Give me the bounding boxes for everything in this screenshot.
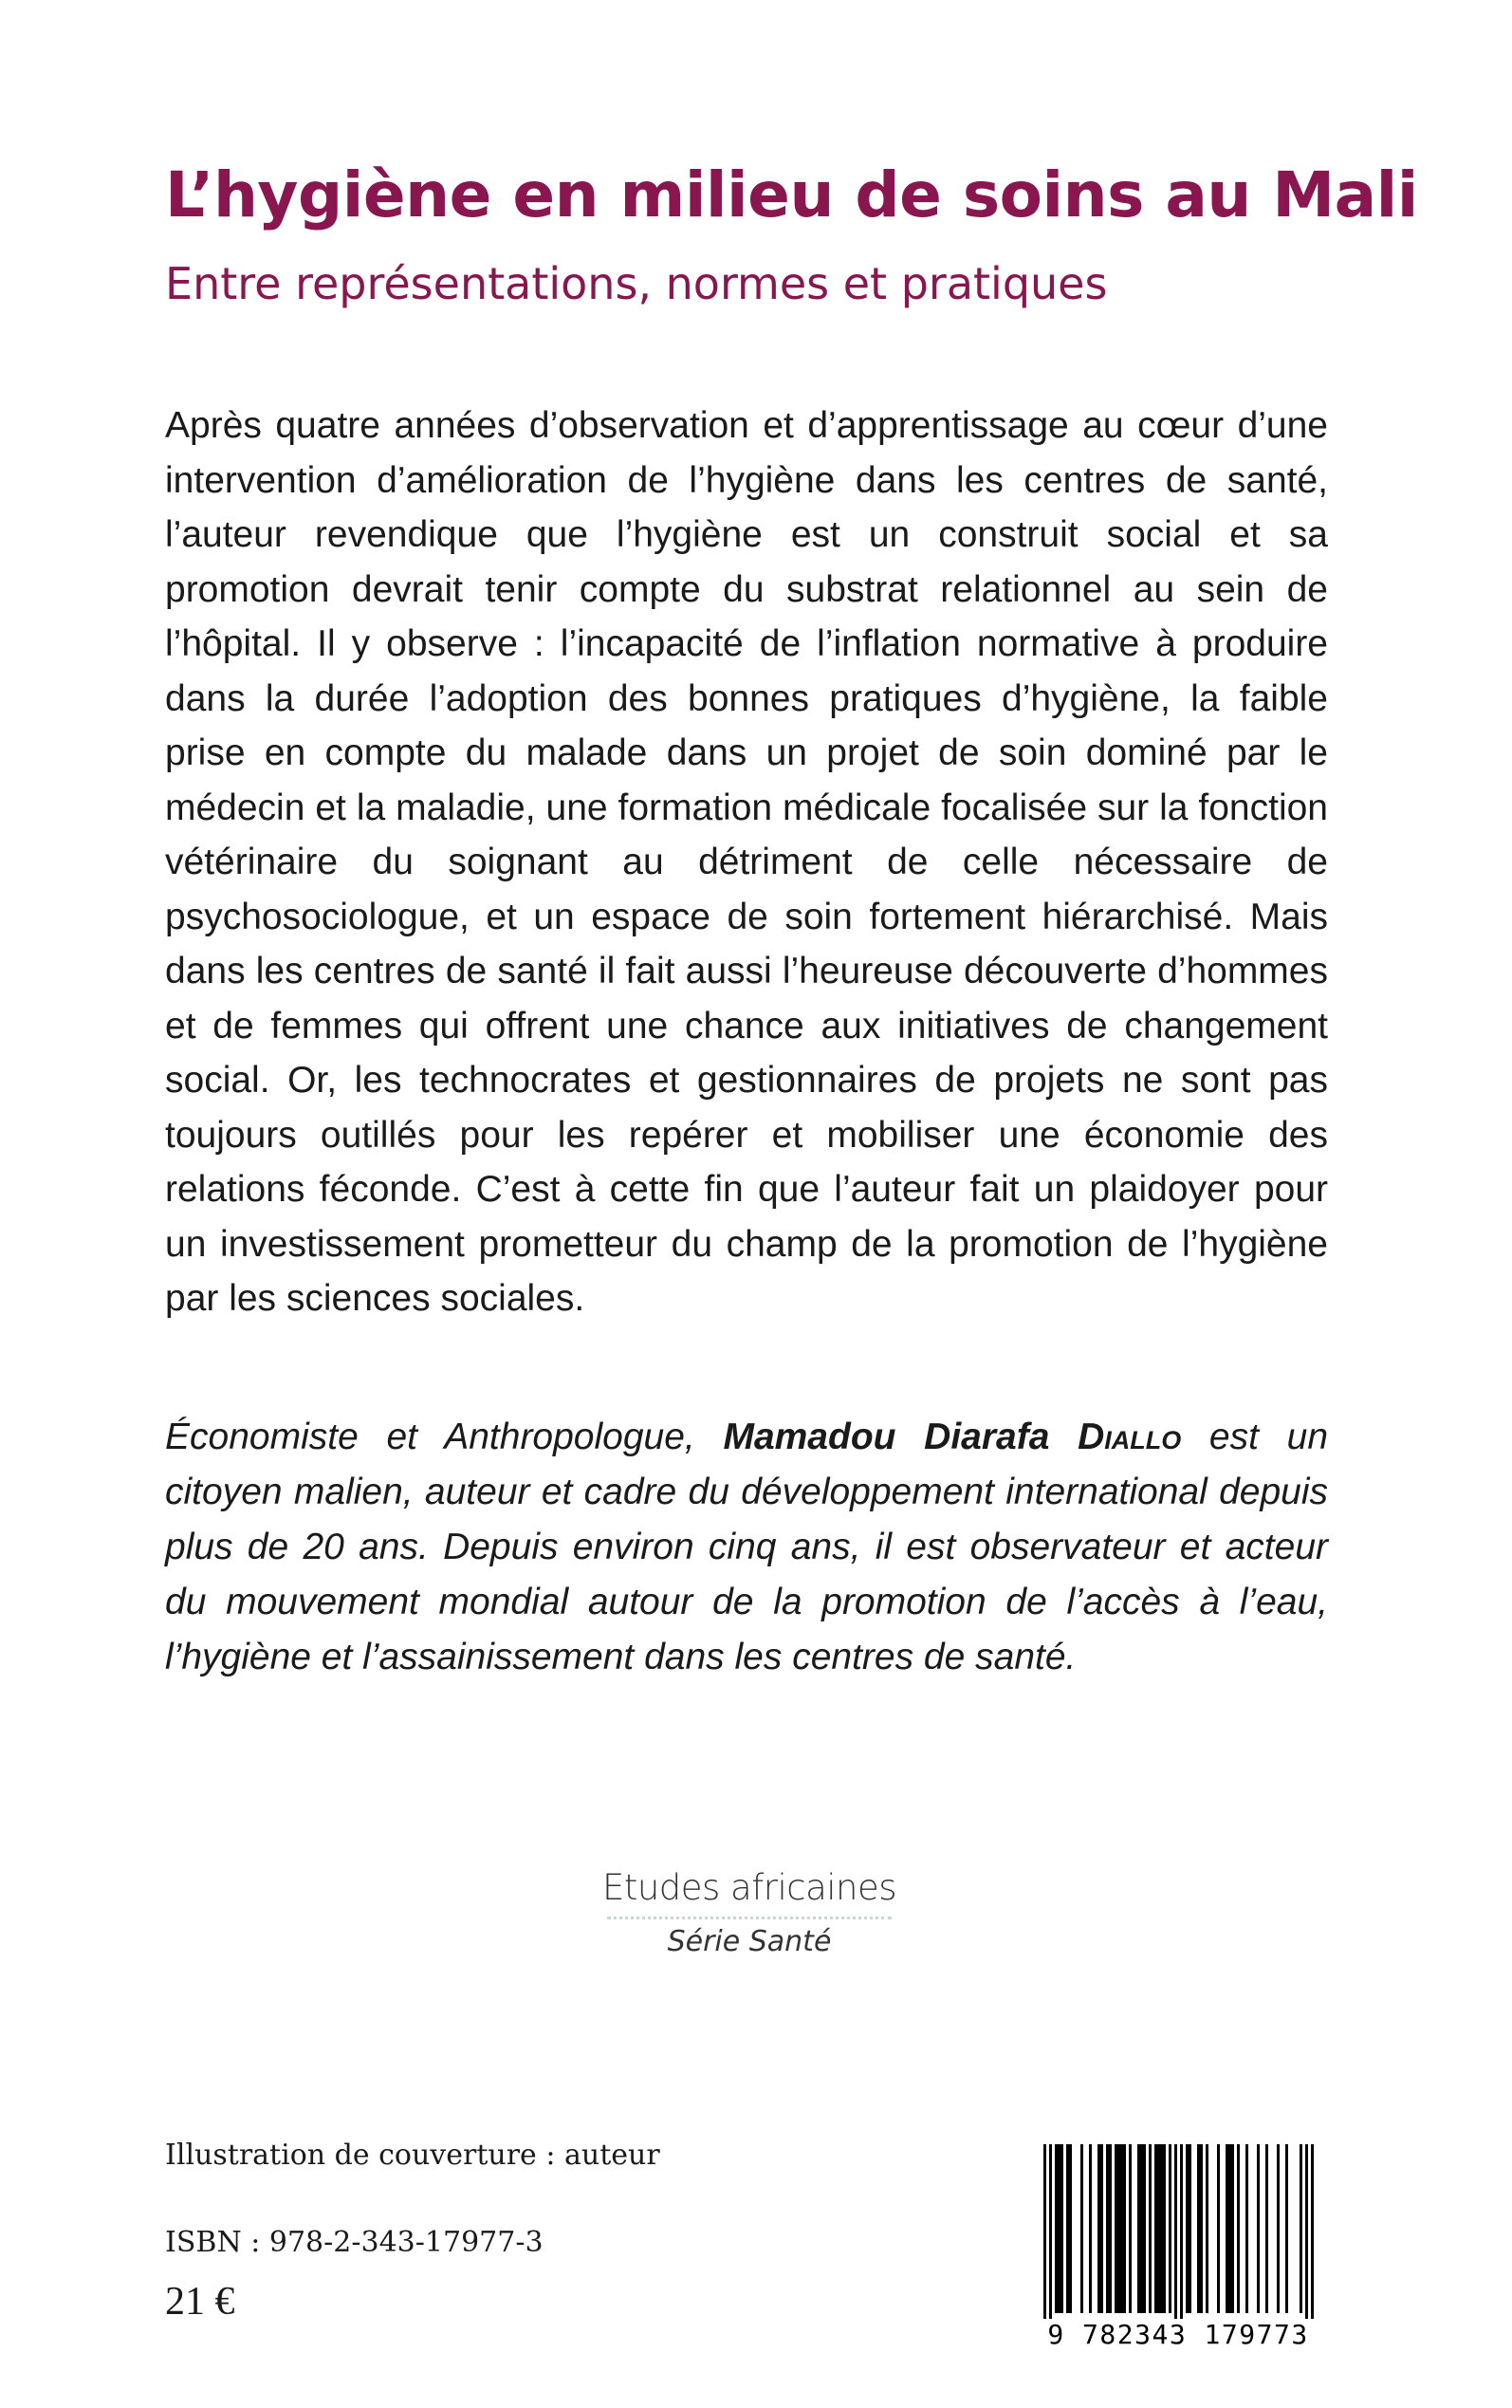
- barcode-bar: [1080, 2144, 1083, 2313]
- barcode-bar: [1066, 2144, 1072, 2313]
- price: 21 €: [165, 2280, 235, 2324]
- barcode-bar: [1115, 2144, 1126, 2313]
- series-name: Etudes africaines: [601, 1867, 897, 1908]
- illustration-credit: Illustration de couverture : auteur: [165, 2139, 660, 2172]
- barcode-bar: [1180, 2144, 1183, 2325]
- author-bio: [165, 1410, 1328, 1685]
- isbn: ISBN : 978-2-343-17977-3: [165, 2226, 544, 2259]
- barcode-bars: [1032, 2144, 1324, 2325]
- barcode-bar: [1217, 2144, 1220, 2313]
- series-subtitle: Série Santé: [667, 1925, 832, 1959]
- barcode-bar: [1049, 2144, 1052, 2325]
- barcode-bar: [1311, 2144, 1314, 2325]
- barcode-bar: [1043, 2144, 1046, 2325]
- author-bio-rest: est un citoyen malien, auteur et cadre du développement international depuis plus de 20 ans. Depuis environ cinq ans, il est observateur et acteur du mouvement mondial autour de la promotion de l’accès à l’eau, l’hygiène et l’assainissement dans les centres de santé.: [165, 1417, 1329, 1677]
- barcode-bar: [1186, 2144, 1191, 2313]
- author-name: Mamadou Diarafa: [723, 1417, 1079, 1457]
- barcode-bar: [1257, 2144, 1260, 2313]
- barcode-digits: 9 782343 179773: [1032, 2319, 1324, 2350]
- book-blurb: Après quatre années d’observation et d’apprentissage au cœur d’une intervention d’amélioration de l’hygiène dans les centres de santé, l’auteur revendique que l’hygiène est un construit social et sa promotion devrait tenir compte du substrat relationnel au sein de l’hôpital. Il y observe : l’incapacité de l’inflation normative à produire dans la durée l’adoption des bonnes pratiques d’hygiène, la faible prise en compte du malade dans un projet de soin dominé par le médecin et la maladie, une formation médicale focalisée sur la fonction vétérinaire du soignant au détriment de celle nécessaire de psychosociologue, et un espace de soin fortement hiérarchisé. Mais dans les centres de santé il fait aussi l’heureuse découverte d’hommes et de femmes qui offrent une chance aux initiatives de changement social. Or, les technocrates et gestionnaires de projets ne sont pas toujours outillés pour les repérer et mobiliser une économie des relations féconde. C’est à cette fin que l’auteur fait un plaidoyer pour un investissement prometteur du champ de la promotion de l’hygiène par les sciences sociales.: [165, 405, 1328, 1319]
- barcode-bar: [1174, 2144, 1177, 2325]
- barcode-bar: [1305, 2144, 1308, 2325]
- barcode-bar: [1285, 2144, 1288, 2313]
- series-divider: [607, 1917, 892, 1919]
- barcode-bar: [1089, 2144, 1092, 2313]
- barcode-bar: [1055, 2144, 1063, 2313]
- book-title: L’hygiène en milieu de soins au Mali: [165, 158, 1418, 232]
- barcode-bar: [1169, 2144, 1171, 2313]
- barcode-bar: [1154, 2144, 1166, 2313]
- barcode-bar: [1097, 2144, 1103, 2313]
- barcode-bar: [1206, 2144, 1208, 2313]
- series-logo: [598, 1867, 901, 1959]
- author-bio-intro: Économiste et Anthropologue,: [165, 1417, 724, 1457]
- barcode-bar: [1226, 2144, 1234, 2313]
- barcode-bar: [1245, 2144, 1248, 2313]
- barcode-bar: [1106, 2144, 1112, 2313]
- barcode: [1032, 2144, 1324, 2353]
- barcode-bar: [1149, 2144, 1152, 2313]
- barcode-bar: [1300, 2144, 1302, 2313]
- book-subtitle: Entre représentations, normes et pratiques: [165, 258, 1108, 309]
- barcode-bar: [1237, 2144, 1240, 2313]
- author-surname: Diallo: [1078, 1417, 1182, 1457]
- barcode-bar: [1129, 2144, 1132, 2313]
- barcode-bar: [1277, 2144, 1280, 2313]
- barcode-bar: [1197, 2144, 1203, 2313]
- barcode-bar: [1137, 2144, 1146, 2313]
- barcode-bar: [1265, 2144, 1268, 2313]
